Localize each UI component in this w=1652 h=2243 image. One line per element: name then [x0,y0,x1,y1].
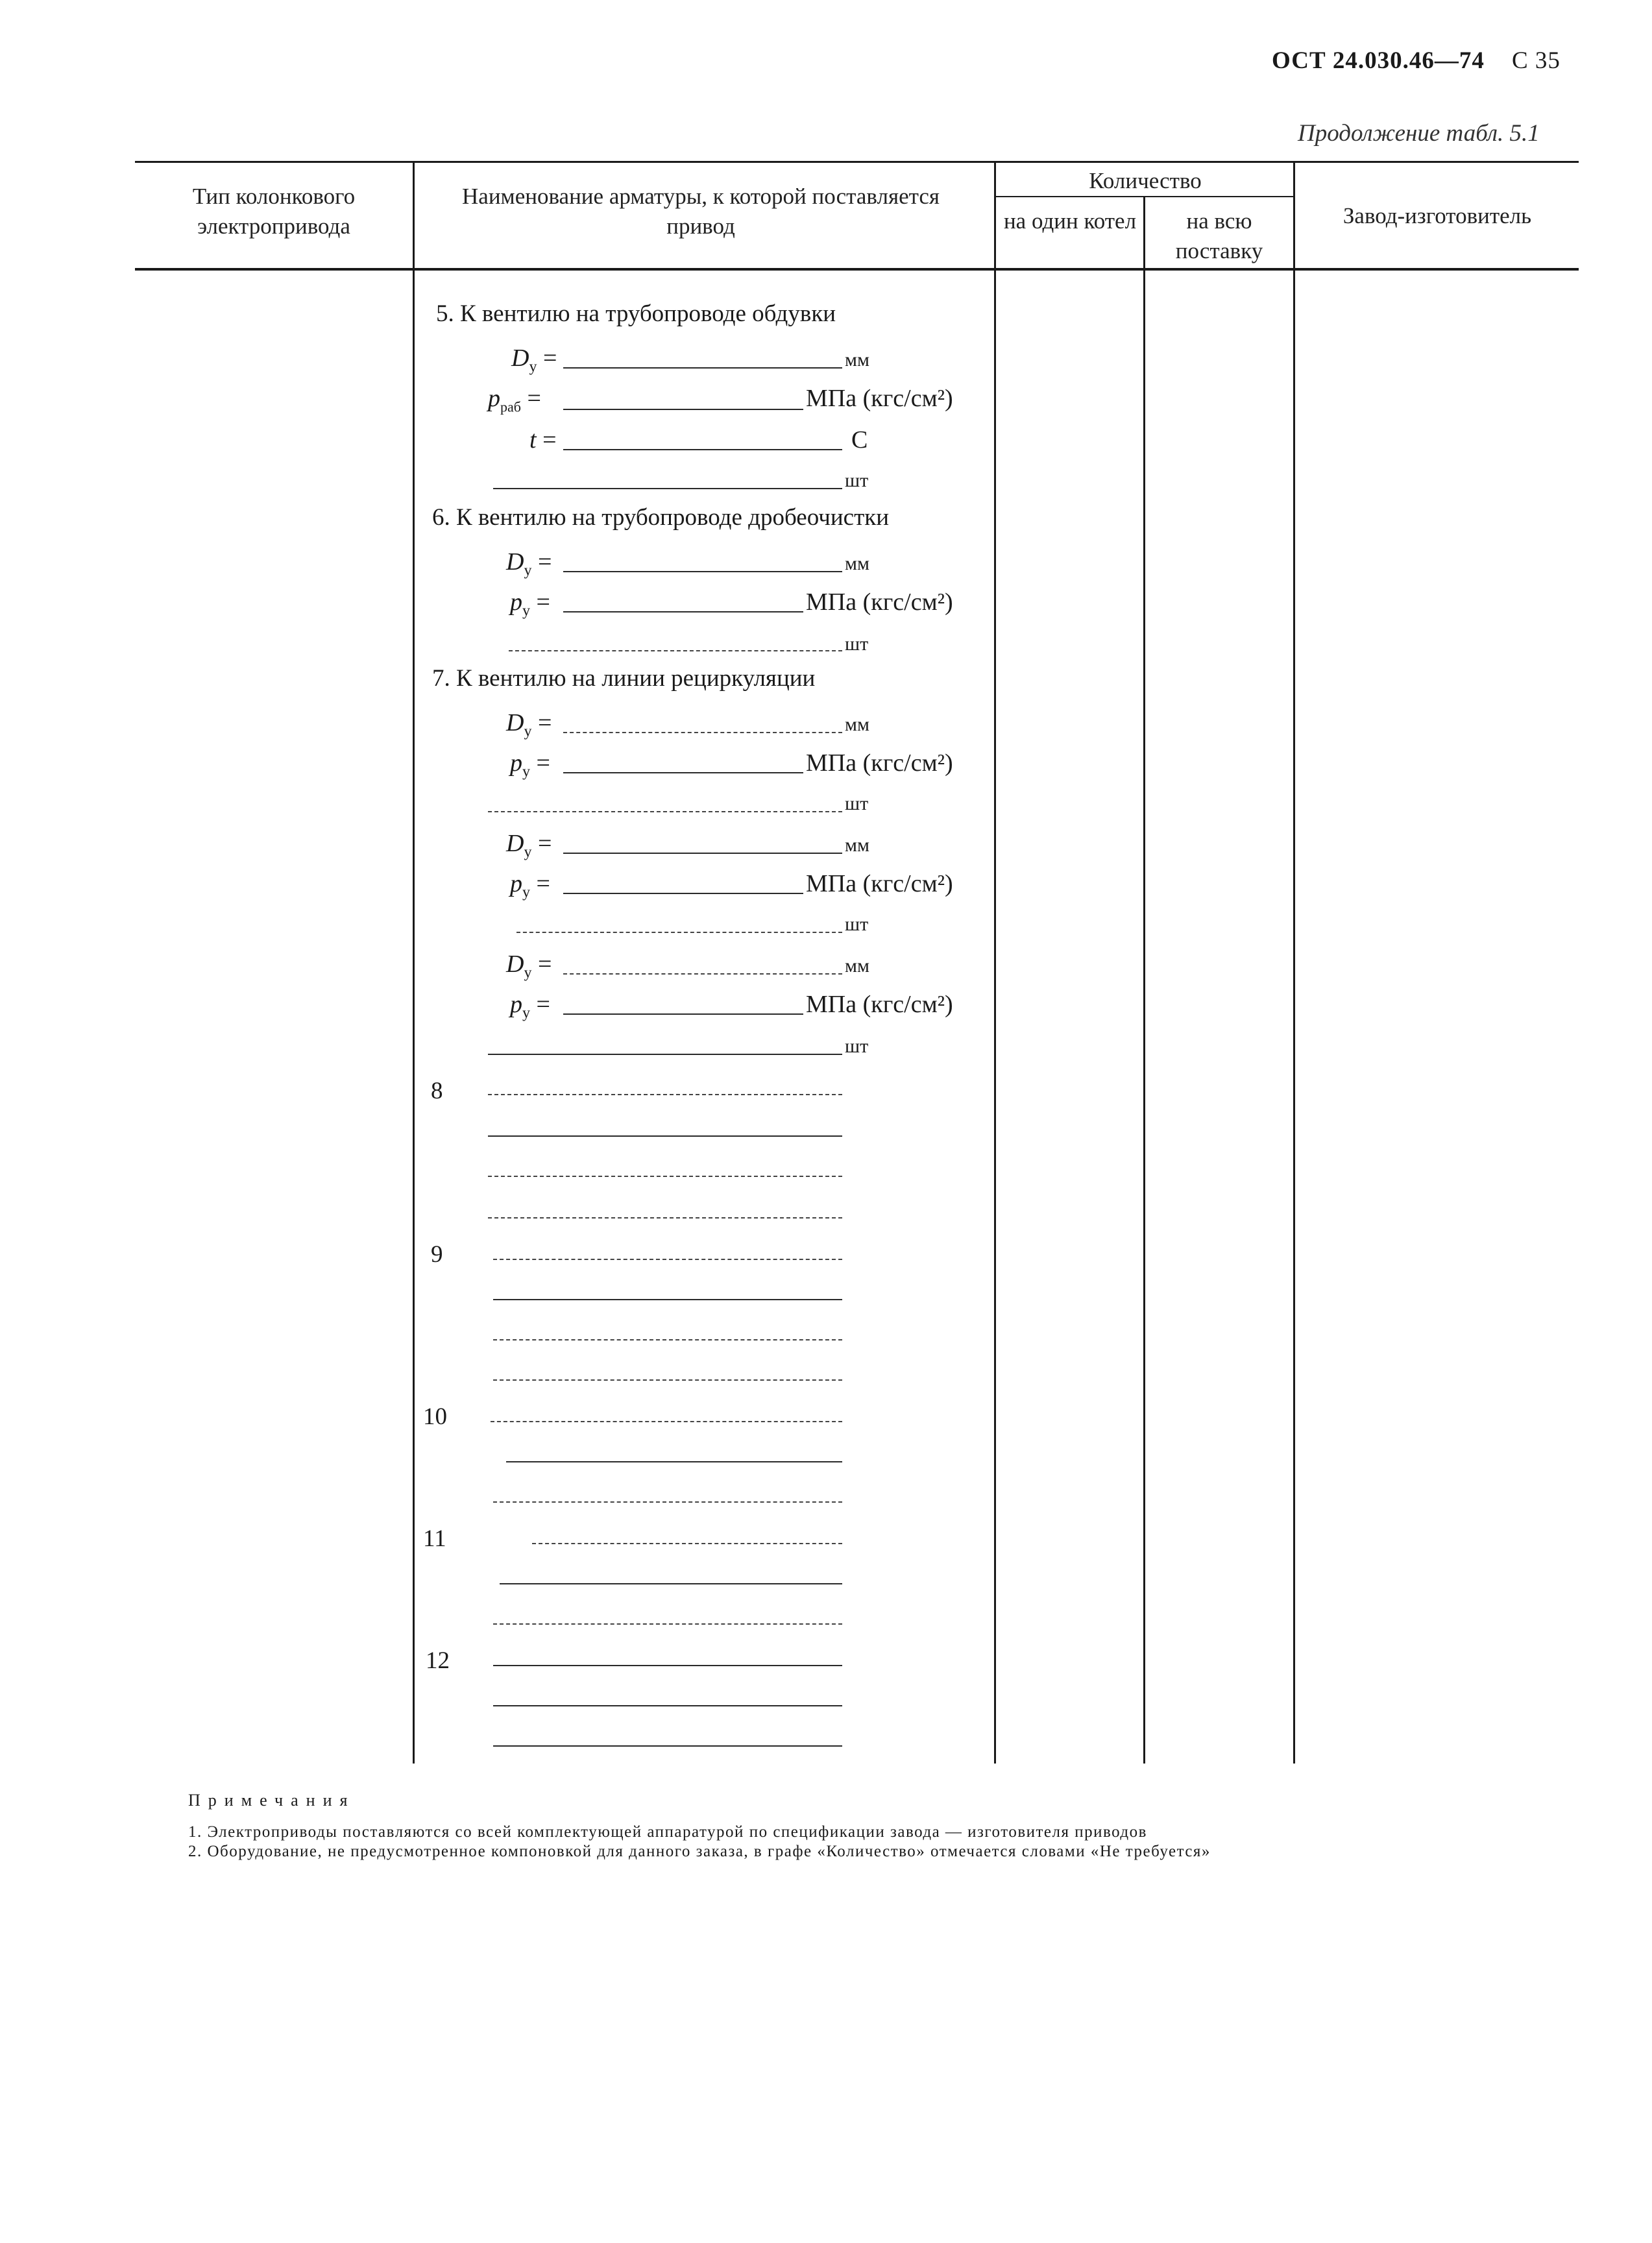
item-7-g1-p-unit: МПа (кгс/см²) [806,749,953,777]
item-7-g3-dv-unit: мм [845,955,869,976]
notes-title: Примечания [188,1791,356,1810]
item-7-g3-p-unit: МПа (кгс/см²) [806,991,953,1018]
item-5-t-unit: С [851,426,868,454]
item-5-p-unit: МПа (кгс/см²) [806,385,953,412]
item-5-p-fill [563,409,803,410]
item-7-g3-dv-fill [563,973,842,975]
col-divider-3 [1143,197,1145,1764]
item-8-line-3 [488,1176,842,1177]
item-7-g2-p-fill [563,893,803,894]
item-7-g3-p-fill [563,1013,803,1015]
item-11-line-2 [500,1583,842,1584]
item-12-line-2 [493,1705,842,1706]
item-6-dv-fill [563,571,842,572]
item-7-g1-dv-unit: мм [845,714,869,735]
item-5-dv-fill [563,367,842,369]
quantity-group-rule [996,196,1294,197]
item-8-line-4 [488,1217,842,1218]
item-6-count-unit: шт [845,633,869,655]
item-9-line-1 [493,1259,842,1260]
item-5-title: 5. К вентилю на трубопроводе обдувки [436,300,836,327]
item-5-dv-label: $D_у$ = [511,345,557,376]
item-9-number: 9 [431,1241,443,1268]
item-7-g3-count-fill [488,1054,842,1055]
item-10-line-3 [493,1501,842,1503]
header-per-boiler: на один котел [1003,208,1137,234]
item-6-dv-label: $D_у$ = [506,548,552,579]
table-top-rule [135,161,1579,163]
item-6-count-fill [509,650,842,651]
item-7-g1-dv-label: $D_у$ = [506,709,552,740]
header-per-delivery: на всю поставку [1175,208,1263,263]
item-9-line-2 [493,1299,842,1300]
item-9-line-4 [493,1379,842,1381]
header-drive-type: Тип колонкового электропривода [192,184,356,239]
col-divider-4 [1293,162,1295,1764]
item-12-line-1 [493,1665,842,1666]
item-7-g1-dv-fill [563,732,842,733]
item-6-p-unit: МПа (кгс/см²) [806,588,953,616]
item-7-g2-count-fill [516,932,842,933]
item-6-title: 6. К вентилю на трубопроводе дробеочистки [432,504,890,531]
item-10-line-2 [506,1461,842,1462]
item-7-g1-p-label: $p_у$ = [510,749,550,781]
item-7-g2-p-unit: МПа (кгс/см²) [806,870,953,897]
item-5-count-fill [493,488,842,489]
item-8-number: 8 [431,1078,443,1104]
item-7-g3-dv-label: $D_у$ = [506,951,552,982]
item-5-t-fill [563,449,842,450]
note-2: 2. Оборудование, не предусмотренное компоновкой для данного заказа, в графе «Количество» отмечается словами «Не требуется» [188,1843,1211,1860]
table-header-rule [135,268,1579,271]
item-7-g2-count-unit: шт [845,914,869,935]
item-10-number: 10 [423,1403,447,1430]
standard-number: ОСТ 24.030.46—74 [1272,47,1485,74]
item-7-g2-dv-label: $D_у$ = [506,830,552,861]
item-5-t-label: t = [529,426,557,454]
item-5-count-unit: шт [845,470,869,491]
header-manufacturer: Завод-изготовитель [1342,203,1532,228]
col-divider-2 [994,162,996,1764]
item-8-line-2 [488,1135,842,1137]
item-6-dv-unit: мм [845,553,869,574]
item-11-line-1 [532,1543,842,1544]
item-7-g2-p-label: $p_у$ = [510,870,550,901]
item-12-number: 12 [426,1647,450,1674]
item-7-g1-p-fill [563,772,803,773]
item-6-p-label: $p_у$ = [510,588,550,620]
item-11-number: 11 [423,1525,446,1552]
item-12-line-3 [493,1745,842,1747]
item-7-g1-count-fill [488,811,842,812]
col-divider-1 [413,162,415,1764]
item-7-g1-count-unit: шт [845,793,869,814]
item-7-g3-p-label: $p_у$ = [510,991,550,1022]
item-11-line-3 [493,1623,842,1625]
item-10-line-1 [491,1421,842,1422]
header-valve-name: Наименование арматуры, к которой поставляется привод [462,184,940,239]
item-8-line-1 [488,1094,842,1095]
note-1: 1. Электроприводы поставляются со всей комплектующей аппаратурой по спецификации завода — изготовителя приводов [188,1823,1147,1841]
item-6-p-fill [563,611,803,612]
header-quantity: Количество [1089,168,1202,193]
item-7-g2-dv-unit: мм [845,834,869,856]
item-5-dv-unit: мм [845,349,869,370]
page-number: С 35 [1512,47,1561,74]
item-7-g3-count-unit: шт [845,1036,869,1057]
item-7-g2-dv-fill [563,853,842,854]
item-5-p-label: $p_{раб}$ = [488,385,541,415]
continuation-label: Продолжение табл. 5.1 [1298,120,1540,147]
item-7-title: 7. К вентилю на линии рециркуляции [432,665,816,692]
item-9-line-3 [493,1339,842,1340]
